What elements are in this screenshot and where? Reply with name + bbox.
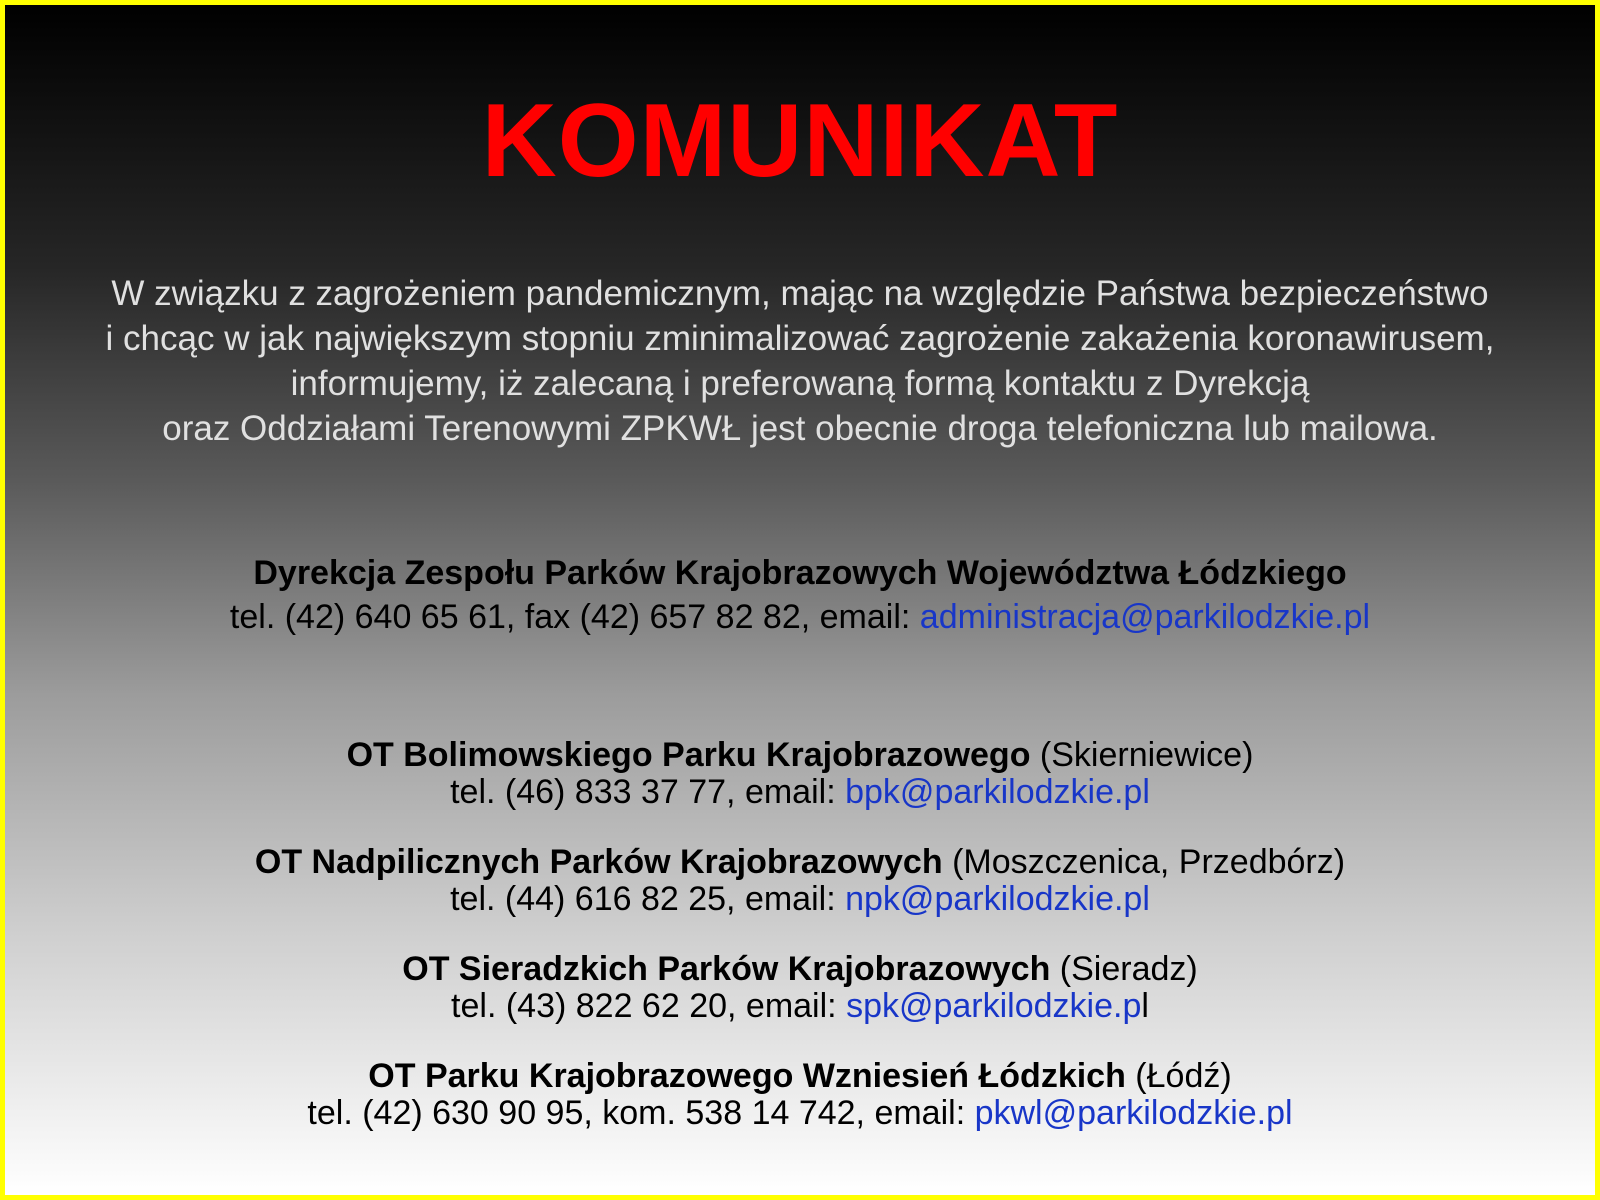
office-email-link[interactable]: npk@parkilodzkie.pl	[845, 880, 1150, 918]
office-name: OT Sieradzkich Parków Krajobrazowych	[402, 950, 1051, 988]
office-title	[5, 1058, 1595, 1095]
directorate-email-link[interactable]: administracja@parkilodzkie.pl	[919, 598, 1371, 636]
office-contact-line	[5, 1095, 1595, 1132]
office-title	[5, 844, 1595, 881]
office-name: OT Nadpilicznych Parków Krajobrazowych	[254, 843, 943, 881]
office-location: (Moszczenica, Przedbórz)	[942, 843, 1346, 881]
office-bolimowski	[5, 737, 1595, 811]
office-email-link[interactable]: pkwl@parkilodzkie.pl	[974, 1094, 1293, 1132]
office-location: (Sieradz)	[1050, 950, 1198, 988]
intro-paragraph	[25, 271, 1575, 451]
intro-line: informujemy, iż zalecaną i preferowaną formą kontaktu z Dyrekcją	[290, 364, 1310, 403]
office-wzniesienia-lodzkie	[5, 1058, 1595, 1132]
directorate-phone: tel. (42) 640 65 61, fax (42) 657 82 82, email:	[229, 598, 920, 636]
office-phone: tel. (42) 630 90 95, kom. 538 14 742, email:	[307, 1094, 975, 1132]
office-phone: tel. (43) 822 62 20, email:	[451, 987, 847, 1025]
page-title: KOMUNIKAT	[481, 83, 1119, 199]
intro-line: W związku z zagrożeniem pandemicznym, mając na względzie Państwa bezpieczeństwo	[111, 274, 1489, 313]
directorate-contact	[5, 551, 1595, 639]
directorate-contact-line	[5, 595, 1595, 639]
office-contact-line	[5, 881, 1595, 918]
office-contact-line	[5, 988, 1595, 1025]
office-phone: tel. (44) 616 82 25, email:	[450, 880, 846, 918]
office-contact-line	[5, 774, 1595, 811]
office-email-link[interactable]: spk@parkilodzkie.p	[846, 987, 1142, 1025]
intro-line: i chcąc w jak największym stopniu zminimalizować zagrożenie zakażenia koronawirusem,	[105, 319, 1495, 358]
office-name: OT Bolimowskiego Parku Krajobrazowego	[346, 736, 1031, 774]
office-name: OT Parku Krajobrazowego Wzniesień Łódzkich	[368, 1057, 1126, 1095]
office-sieradzki	[5, 951, 1595, 1025]
intro-line: oraz Oddziałami Terenowymi ZPKWŁ jest obecnie droga telefoniczna lub mailowa.	[162, 409, 1438, 448]
office-email-link[interactable]: bpk@parkilodzkie.pl	[845, 773, 1150, 811]
office-phone: tel. (46) 833 37 77, email:	[450, 773, 846, 811]
office-email-suffix: l	[1141, 987, 1149, 1025]
office-location: (Skierniewice)	[1030, 736, 1254, 774]
office-title	[5, 951, 1595, 988]
office-nadpiliczny	[5, 844, 1595, 918]
directorate-name: Dyrekcja Zespołu Parków Krajobrazowych Województwa Łódzkiego	[253, 554, 1347, 592]
office-title	[5, 737, 1595, 774]
office-location: (Łódź)	[1125, 1057, 1232, 1095]
